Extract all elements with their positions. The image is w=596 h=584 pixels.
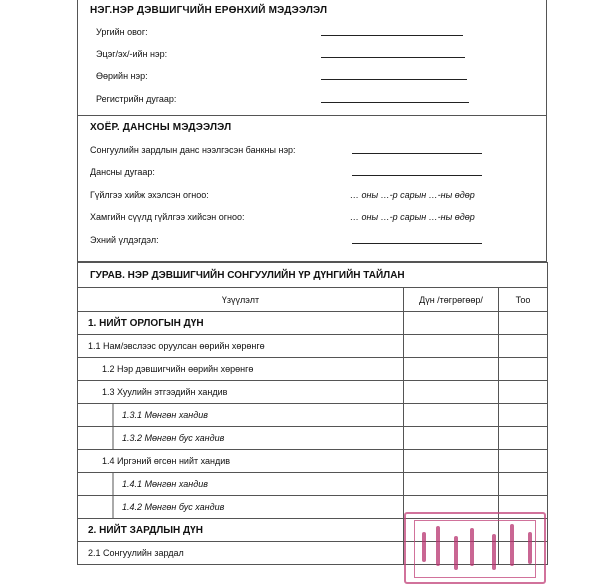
header-indicator: Үзүүлэлт [78, 288, 404, 312]
register-number-label: Регистрийн дугаар: [96, 94, 177, 104]
opening-balance-line[interactable] [352, 243, 482, 244]
header-count: Тоо [499, 288, 548, 312]
count-cell[interactable] [499, 427, 548, 450]
row-label: 1.3.2 Мөнгөн бус хандив [78, 427, 404, 450]
table-row [78, 312, 548, 335]
count-cell[interactable] [499, 473, 548, 496]
row-label: 1.4.1 Мөнгөн хандив [78, 473, 404, 496]
amount-cell[interactable] [404, 381, 499, 404]
opening-balance-label: Эхний үлдэгдэл: [90, 235, 159, 245]
count-cell[interactable] [499, 450, 548, 473]
row-label: 1. НИЙТ ОРЛОГЫН ДҮН [78, 312, 404, 335]
first-transaction-date-label: Гүйлгээ хийж эхэлсэн огноо: [90, 190, 209, 200]
amount-cell[interactable] [404, 312, 499, 335]
count-cell[interactable] [499, 381, 548, 404]
general-info-section [77, 0, 547, 116]
amount-cell[interactable] [404, 358, 499, 381]
stamp-glyph [492, 534, 496, 570]
first-name-label: Өөрийн нэр: [96, 71, 148, 81]
father-name-line[interactable] [321, 57, 465, 58]
stamp-glyph [454, 536, 458, 570]
row-label: 1.3 Хуулийн этгээдийн хандив [78, 381, 404, 404]
last-transaction-date-value[interactable]: … оны …-р сарын …-ны өдөр [350, 212, 475, 222]
account-number-label: Дансны дугаар: [90, 167, 155, 177]
stamp-glyph [510, 524, 514, 566]
amount-cell[interactable] [404, 473, 499, 496]
row-label: 1.4 Иргэний өгсөн нийт хандив [78, 450, 404, 473]
surname-label: Ургийн овог: [96, 27, 148, 37]
document-page [77, 0, 547, 580]
row-label: 1.1 Нам/эвслээс оруулсан өөрийн хөрөнгө [78, 335, 404, 358]
section3-title: ГУРАВ. НЭР ДЭВШИГЧИЙН СОНГУУЛИЙН ҮР ДҮНГИЙН ТАЙЛАН [78, 263, 548, 288]
row-label: 1.4.2 Мөнгөн бус хандив [78, 496, 404, 519]
last-transaction-date-label: Хамгийн сүүлд гүйлгээ хийсэн огноо: [90, 212, 245, 222]
bank-name-line[interactable] [352, 153, 482, 154]
table-row [78, 404, 548, 427]
row-label: 1.3.1 Мөнгөн хандив [78, 404, 404, 427]
stamp-glyph [528, 532, 532, 564]
row-label: 1.2 Нэр дэвшигчийн өөрийн хөрөнгө [78, 358, 404, 381]
account-info-section [77, 116, 547, 262]
row-label: 2. НИЙТ ЗАРДЛЫН ДҮН [78, 519, 404, 542]
table-row [78, 381, 548, 404]
first-transaction-date-value[interactable]: … оны …-р сарын …-ны өдөр [350, 190, 475, 200]
register-number-line[interactable] [321, 102, 469, 103]
count-cell[interactable] [499, 404, 548, 427]
amount-cell[interactable] [404, 450, 499, 473]
bank-name-label: Сонгуулийн зардлын данс нээлгэсэн банкны нэр: [90, 145, 296, 155]
count-cell[interactable] [499, 335, 548, 358]
official-stamp [404, 512, 546, 584]
table-row [78, 358, 548, 381]
amount-cell[interactable] [404, 335, 499, 358]
table-row [78, 473, 548, 496]
section1-title: НЭГ.НЭР ДЭВШИГЧИЙН ЕРӨНХИЙ МЭДЭЭЛЭЛ [90, 5, 328, 16]
account-number-line[interactable] [352, 175, 482, 176]
table-row [78, 427, 548, 450]
father-name-label: Эцэг/эх/-ийн нэр: [96, 49, 168, 59]
table-row [78, 450, 548, 473]
stamp-glyph [470, 528, 474, 566]
header-amount: Дүн /төгрөгөөр/ [404, 288, 499, 312]
section2-title: ХОЁР. ДАНСНЫ МЭДЭЭЛЭЛ [90, 122, 232, 133]
stamp-inner-border [414, 520, 536, 578]
stamp-glyph [422, 532, 426, 562]
stamp-glyph [436, 526, 440, 566]
surname-line[interactable] [321, 35, 463, 36]
table-row [78, 335, 548, 358]
amount-cell[interactable] [404, 427, 499, 450]
count-cell[interactable] [499, 312, 548, 335]
row-label: 2.1 Сонгуулийн зардал [78, 542, 404, 565]
first-name-line[interactable] [321, 79, 467, 80]
count-cell[interactable] [499, 358, 548, 381]
amount-cell[interactable] [404, 404, 499, 427]
